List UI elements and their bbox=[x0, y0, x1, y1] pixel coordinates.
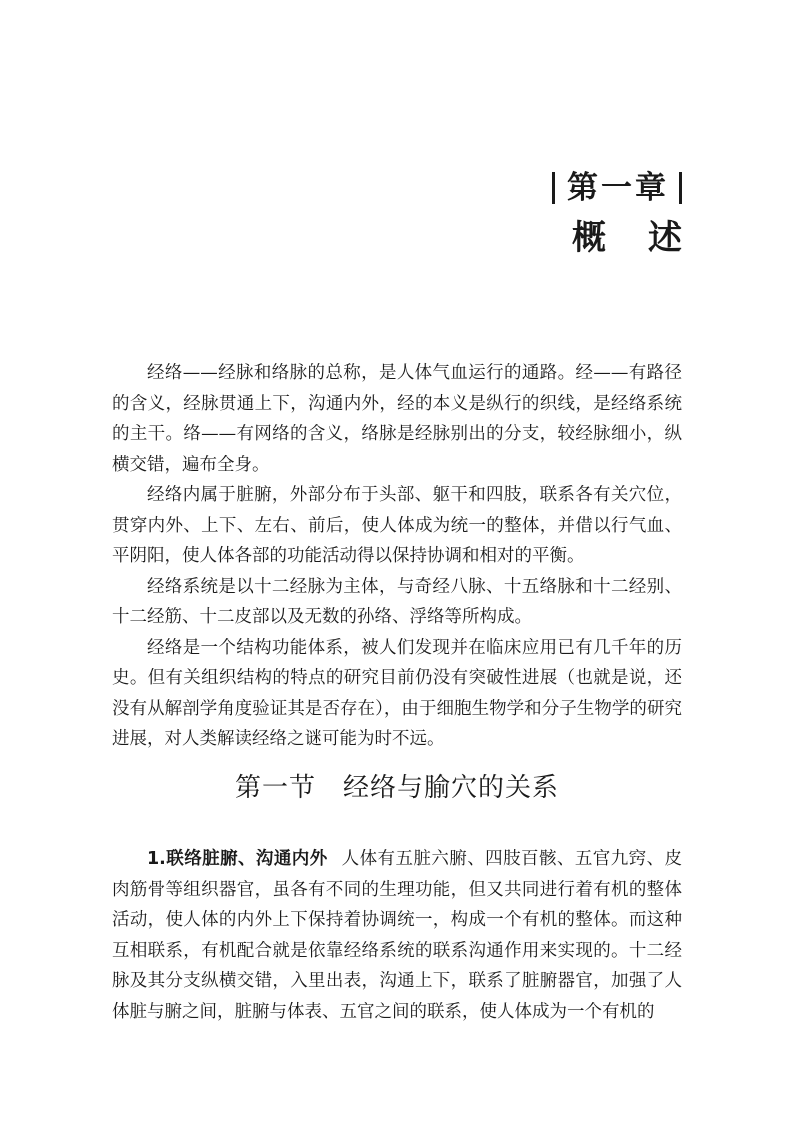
section-body bbox=[112, 844, 682, 1027]
chapter-number-line bbox=[552, 168, 682, 208]
chapter-title: 概述 bbox=[572, 218, 724, 258]
paragraph: 经络——经脉和络脉的总称，是人体气血运行的通路。经——有路径的含义，经脉贯通上下，沟通内外，经的本义是纵行的织线，是经络系统的主干。络——有网络的含义，络脉是经脉别出的分支，较经脉细小，纵横交错，遍布全身。 bbox=[112, 363, 682, 475]
right-bar-decoration bbox=[679, 172, 682, 204]
chapter-number: 第一章 bbox=[567, 170, 669, 206]
paragraph: 经络内属于脏腑，外部分布于头部、躯干和四肢，联系各有关穴位，贯穿内外、上下、左右、前后，使人体成为统一的整体，并借以行气血、平阴阳，使人体各部的功能活动得以保持协调和相对的平衡。 bbox=[112, 485, 682, 566]
paragraph bbox=[112, 844, 682, 1027]
paragraph: 经络是一个结构功能体系，被人们发现并在临床应用已有几千年的历史。但有关组织结构的特点的研究目前仍没有突破性进展（也就是说，还没有从解剖学角度验证其是否存在），由于细胞生物学和分子生物学的研究进展，对人类解读经络之谜可能为时不远。 bbox=[112, 637, 682, 749]
chapter-header bbox=[552, 168, 724, 260]
intro-text bbox=[112, 358, 682, 755]
item-text: 人体有五脏六腑、四肢百骸、五官九窍、皮肉筋骨等组织器官，虽各有不同的生理功能，但又共同进行着有机的整体活动，使人体的内外上下保持着协调统一，构成一个有机的整体。而这种互相联系，有机配合就是依靠经络系统的联系沟通作用来实现的。十二经脉及其分支纵横交错，入里出表，沟通上下，联系了脏腑器官，加强了人体脏与腑之间，脏腑与体表、五官之间的联系，使人体成为一个有机的 bbox=[112, 849, 682, 1022]
section-heading: 第一节 经络与腧穴的关系 bbox=[234, 773, 559, 803]
paragraph: 经络系统是以十二经脉为主体，与奇经八脉、十五络脉和十二经别、十二经筋、十二皮部以及无数的孙络、浮络等所构成。 bbox=[112, 576, 682, 627]
item-term: 1.联络脏腑、沟通内外 bbox=[147, 849, 328, 869]
